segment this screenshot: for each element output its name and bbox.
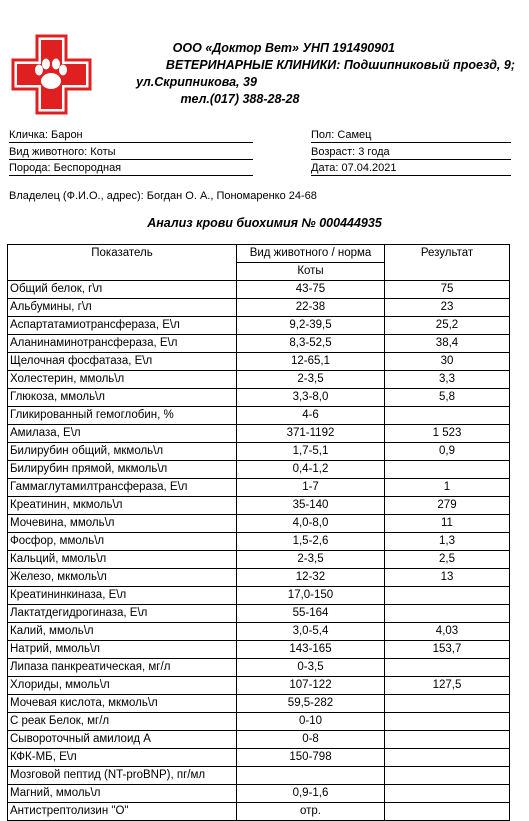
cell-parameter: Билирубин прямой, мкмоль\л [8, 461, 237, 479]
cell-norm: 8,3-52,5 [237, 335, 385, 353]
cell-norm: 0,4-1,2 [237, 461, 385, 479]
cell-result: 75 [385, 281, 510, 299]
cell-result [385, 713, 510, 731]
table-row [8, 569, 510, 587]
cell-parameter: Аспартатамиотрансфераза, Е\л [8, 317, 237, 335]
table-row [8, 425, 510, 443]
table-row [8, 299, 510, 317]
table-row [8, 731, 510, 749]
table-row [8, 407, 510, 425]
cell-norm: 55-164 [237, 605, 385, 623]
cell-result [385, 731, 510, 749]
cell-result: 13 [385, 569, 510, 587]
cell-parameter: Антистрептолизин "О" [8, 803, 237, 821]
cell-norm: 0-3,5 [237, 659, 385, 677]
table-header-row [8, 245, 510, 263]
cell-norm: 107-122 [237, 677, 385, 695]
table-row [8, 623, 510, 641]
cell-result: 279 [385, 497, 510, 515]
pet-name: Кличка: Барон [9, 128, 253, 143]
cell-result: 11 [385, 515, 510, 533]
cell-result [385, 749, 510, 767]
cell-result: 153,7 [385, 641, 510, 659]
cell-result: 1 523 [385, 425, 510, 443]
cell-parameter: Калий, ммоль\л [8, 623, 237, 641]
table-row [8, 677, 510, 695]
cell-parameter: Фосфор, ммоль\л [8, 533, 237, 551]
cell-norm: 12-65,1 [237, 353, 385, 371]
owner-info: Владелец (Ф.И.О., адрес): Богдан О. А., Пономаренко 24-68 [9, 190, 317, 202]
cell-norm: 9,2-39,5 [237, 317, 385, 335]
clinic-phone: тел.(017) 388-28-28 [180, 92, 300, 106]
cell-result [385, 695, 510, 713]
table-row [8, 371, 510, 389]
table-row [8, 659, 510, 677]
cell-parameter: Мозговой пептид (NT-proBNP), пг/мл [8, 767, 237, 785]
table-row [8, 767, 510, 785]
cell-parameter: Билирубин общий, мкмоль\л [8, 443, 237, 461]
table-row [8, 785, 510, 803]
table-body [8, 281, 510, 821]
cell-result [385, 587, 510, 605]
cell-parameter: Мочевина, ммоль\л [8, 515, 237, 533]
cell-parameter: Глюкоза, ммоль\л [8, 389, 237, 407]
cell-norm: 12-32 [237, 569, 385, 587]
cell-parameter: Мочевая кислота, мкмоль\л [8, 695, 237, 713]
cell-parameter: КФК-МБ, Е\л [8, 749, 237, 767]
cell-norm: 4,0-8,0 [237, 515, 385, 533]
cell-parameter: Щелочная фосфатаза, Е\л [8, 353, 237, 371]
cell-parameter: Гликированный гемоглобин, % [8, 407, 237, 425]
cell-parameter: Гаммаглутамилтрансфераза, Е\л [8, 479, 237, 497]
cell-result: 25,2 [385, 317, 510, 335]
cell-norm [237, 767, 385, 785]
col-header-norm-species: Коты [237, 263, 385, 281]
table-row [8, 641, 510, 659]
table-row [8, 551, 510, 569]
cell-result [385, 407, 510, 425]
table-row [8, 317, 510, 335]
cell-norm: 1-7 [237, 479, 385, 497]
table-row [8, 479, 510, 497]
table-row [8, 695, 510, 713]
analysis-date: Дата: 07.04.2021 [311, 161, 511, 176]
table-row [8, 389, 510, 407]
table-row [8, 713, 510, 731]
cell-result: 38,4 [385, 335, 510, 353]
cell-norm: 0-10 [237, 713, 385, 731]
cell-parameter: С реак Белок, мг/л [8, 713, 237, 731]
cell-parameter: Альбумины, г\л [8, 299, 237, 317]
cell-parameter: Лактатдегидрогиназа, Е\л [8, 605, 237, 623]
cell-result: 0,9 [385, 443, 510, 461]
table-row [8, 281, 510, 299]
table-row [8, 515, 510, 533]
cell-parameter: Липаза панкреатическая, мг/л [8, 659, 237, 677]
results-table [7, 244, 510, 821]
clinic-header [125, 40, 515, 108]
cell-norm: 2-3,5 [237, 371, 385, 389]
cell-norm: 43-75 [237, 281, 385, 299]
table-row [8, 587, 510, 605]
cell-norm: 35-140 [237, 497, 385, 515]
cell-result [385, 461, 510, 479]
table-row [8, 497, 510, 515]
cell-result [385, 605, 510, 623]
cell-result: 4,03 [385, 623, 510, 641]
cell-result [385, 785, 510, 803]
cell-parameter: Амилаза, Е\л [8, 425, 237, 443]
cell-norm: 2-3,5 [237, 551, 385, 569]
cell-norm: 59,5-282 [237, 695, 385, 713]
cell-result: 23 [385, 299, 510, 317]
cell-result: 2,5 [385, 551, 510, 569]
cell-parameter: Натрий, ммоль\л [8, 641, 237, 659]
cell-parameter: Аланинаминотрансфераза, Е\л [8, 335, 237, 353]
cell-parameter: Общий белок, г\л [8, 281, 237, 299]
cell-result [385, 803, 510, 821]
cell-norm: 4-6 [237, 407, 385, 425]
table-row [8, 533, 510, 551]
table-row [8, 803, 510, 821]
cell-norm: 371-1192 [237, 425, 385, 443]
cell-norm: 143-165 [237, 641, 385, 659]
clinic-logo [10, 33, 93, 116]
cell-result: 30 [385, 353, 510, 371]
col-header-norm: Вид животного / норма [237, 245, 385, 263]
clinic-addresses: ВЕТЕРИНАРНЫЕ КЛИНИКИ: Подшипниковый проезд, 9; [165, 58, 515, 72]
col-header-result: Результат [385, 245, 510, 281]
table-row [8, 605, 510, 623]
cell-result: 1,3 [385, 533, 510, 551]
cell-parameter: Сывороточный амилоид А [8, 731, 237, 749]
cell-result: 5,8 [385, 389, 510, 407]
cell-parameter: Креатинин, мкмоль\л [8, 497, 237, 515]
cell-result [385, 659, 510, 677]
cell-norm: 22-38 [237, 299, 385, 317]
table-row [8, 335, 510, 353]
cell-result: 3,3 [385, 371, 510, 389]
table-row [8, 749, 510, 767]
cell-result: 127,5 [385, 677, 510, 695]
cell-norm: отр. [237, 803, 385, 821]
pet-age: Возраст: 3 года [311, 145, 511, 160]
cell-norm: 3,0-5,4 [237, 623, 385, 641]
pet-sex: Пол: Самец [311, 128, 511, 143]
company-name: ООО «Доктор Вет» УНП 191490901 [172, 41, 395, 55]
cell-parameter: Креатининкиназа, Е\л [8, 587, 237, 605]
cell-norm: 3,3-8,0 [237, 389, 385, 407]
cell-norm: 150-798 [237, 749, 385, 767]
pet-species: Вид животного: Коты [9, 145, 253, 160]
cell-parameter: Магний, ммоль\л [8, 785, 237, 803]
cell-parameter: Кальций, ммоль\л [8, 551, 237, 569]
cell-parameter: Холестерин, ммоль\л [8, 371, 237, 389]
table-row [8, 353, 510, 371]
cell-result [385, 767, 510, 785]
cell-norm: 17,0-150 [237, 587, 385, 605]
pet-breed: Порода: Беспородная [9, 161, 253, 176]
clinic-address-2: ул.Скрипникова, 39 [136, 75, 257, 89]
col-header-parameter: Показатель [8, 245, 237, 281]
cell-norm: 1,7-5,1 [237, 443, 385, 461]
document-title: Анализ крови биохимия № 000444935 [147, 216, 382, 230]
cell-norm: 0-8 [237, 731, 385, 749]
cell-parameter: Хлориды, ммоль\л [8, 677, 237, 695]
cell-parameter: Железо, мкмоль\л [8, 569, 237, 587]
cell-norm: 1,5-2,6 [237, 533, 385, 551]
table-row [8, 443, 510, 461]
cell-result: 1 [385, 479, 510, 497]
cell-norm: 0,9-1,6 [237, 785, 385, 803]
table-row [8, 461, 510, 479]
